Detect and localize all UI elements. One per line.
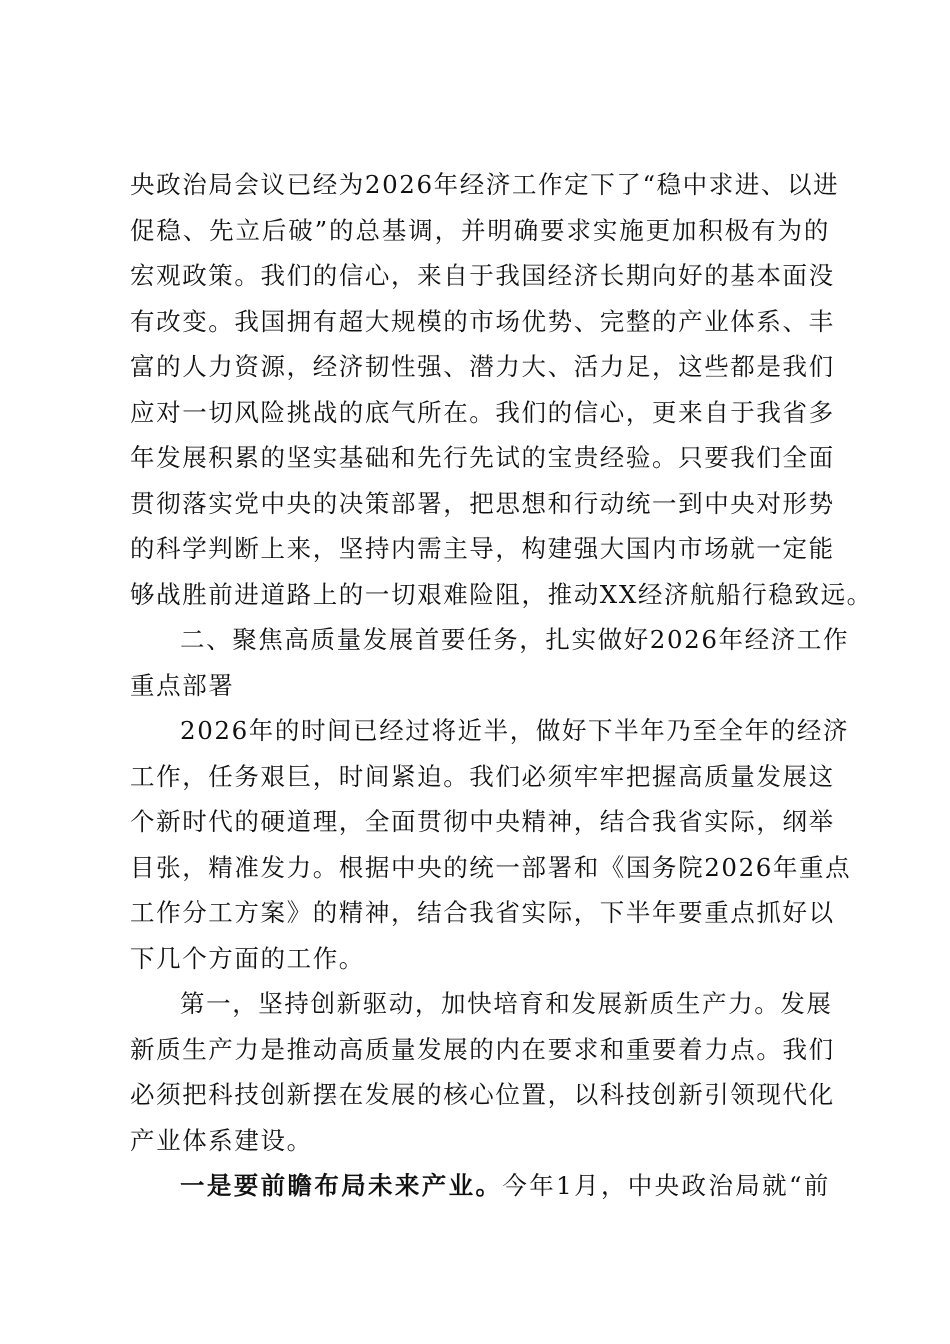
text-line: 促稳、先立后破”的总基调，并明确要求实施更加积极有为的 <box>130 215 830 245</box>
paragraph-second-half <box>130 708 852 981</box>
text-line: 工作分工方案》的精神，结合我省实际，下半年要重点抓好以 <box>130 898 835 927</box>
text-line: 第一，坚持创新驱动，加快培育和发展新质生产力。发展 <box>180 989 833 1018</box>
text-line: 新质生产力是推动高质量发展的内在要求和重要着力点。我们 <box>130 1034 835 1064</box>
text-line: 够战胜前进道路上的一切艰难险阻，推动XX经济航船行稳致远。 <box>130 579 873 609</box>
heading-line: 二、聚焦高质量发展首要任务，扎实做好2026年经济工作 <box>180 625 850 654</box>
paragraph-innovation <box>130 981 835 1163</box>
text-line: 宏观政策。我们的信心，来自于我国经济长期向好的基本面没 <box>130 261 835 290</box>
text-line: 2026年的时间已经过将近半，做好下半年乃至全年的经济 <box>180 716 850 745</box>
text-line: 产业体系建设。 <box>130 1125 313 1155</box>
lead-rest-text: 今年1月，中央政治局就“前 <box>502 1171 830 1200</box>
text-line: 央政治局会议已经为2026年经济工作定下了“稳中求进、以进 <box>130 170 840 199</box>
document-body <box>130 162 873 1209</box>
text-line: 富的人力资源，经济韧性强、潜力大、活力足，这些都是我们 <box>130 352 835 381</box>
text-line: 年发展积累的坚实基础和先行先试的宝贵经验。只要我们全面 <box>130 443 835 472</box>
text-line <box>130 1163 830 1209</box>
text-line: 的科学判断上来，坚持内需主导，构建强大国内市场就一定能 <box>130 534 835 563</box>
text-line: 个新时代的硬道理，全面贯彻中央精神，结合我省实际，纲举 <box>130 807 835 836</box>
section-heading-two <box>130 617 850 708</box>
text-line: 贯彻落实党中央的决策部署，把思想和行动统一到中央对形势 <box>130 488 835 518</box>
text-line: 应对一切风险挑战的底气所在。我们的信心，更来自于我省多 <box>130 397 835 427</box>
heading-line: 重点部署 <box>130 670 235 700</box>
text-line: 必须把科技创新摆在发展的核心位置，以科技创新引领现代化 <box>130 1080 835 1109</box>
paragraph-future-industry <box>130 1163 830 1209</box>
text-line: 有改变。我国拥有超大规模的市场优势、完整的产业体系、丰 <box>130 306 835 336</box>
text-line: 工作，任务艰巨，时间紧迫。我们必须牢牢把握高质量发展这 <box>130 761 835 791</box>
text-line: 下几个方面的工作。 <box>130 943 365 973</box>
paragraph-confidence <box>130 162 873 617</box>
text-line: 目张，精准发力。根据中央的统一部署和《国务院2026年重点 <box>130 852 852 882</box>
bold-lead-text: 一是要前瞻布局未来产业。 <box>180 1171 503 1200</box>
